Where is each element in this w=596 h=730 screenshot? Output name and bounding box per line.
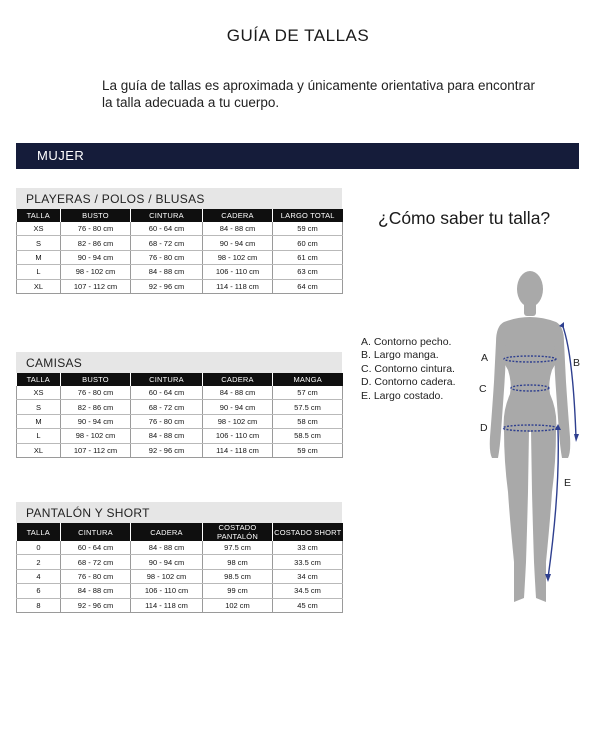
table-cell: 84 - 88 cm (203, 222, 273, 236)
table-cell: 90 - 94 cm (203, 400, 273, 414)
table-cell: 6 (17, 584, 61, 598)
table-cell: 114 - 118 cm (131, 598, 203, 612)
marker-c-label: C (479, 383, 487, 395)
table-cell: 4 (17, 569, 61, 583)
column-header: TALLA (17, 373, 61, 386)
table-heading: PANTALÓN Y SHORT (16, 502, 342, 523)
column-header: CINTURA (131, 373, 203, 386)
table-cell: 68 - 72 cm (61, 555, 131, 569)
column-header: CINTURA (61, 523, 131, 541)
table-heading: PLAYERAS / POLOS / BLUSAS (16, 188, 342, 209)
table-cell: 106 - 110 cm (131, 584, 203, 598)
table-cell: 76 - 80 cm (61, 569, 131, 583)
table-cell: 64 cm (273, 279, 343, 293)
table-cell: M (17, 414, 61, 428)
table-cell: 59 cm (273, 443, 343, 457)
table-cell: 61 cm (273, 250, 343, 264)
table-row (17, 569, 343, 583)
column-header: LARGO TOTAL (273, 209, 343, 222)
legend-item-a: A. Contorno pecho. (361, 336, 452, 348)
table-cell: 33 cm (273, 541, 343, 555)
marker-d-label: D (480, 422, 488, 434)
table-cell: 98.5 cm (203, 569, 273, 583)
table-cell: 34.5 cm (273, 584, 343, 598)
table-cell: L (17, 429, 61, 443)
table-cell: 90 - 94 cm (203, 236, 273, 250)
table-cell: 76 - 80 cm (131, 250, 203, 264)
table-cell: 90 - 94 cm (61, 414, 131, 428)
table-row (17, 265, 343, 279)
column-header: TALLA (17, 523, 61, 541)
table-cell: XL (17, 279, 61, 293)
column-header: MANGA (273, 373, 343, 386)
table-cell: 84 - 88 cm (131, 265, 203, 279)
table-cell: 82 - 86 cm (61, 236, 131, 250)
table-cell: M (17, 250, 61, 264)
legend-item-d: D. Contorno cadera. (361, 376, 456, 389)
table-cell: 107 - 112 cm (61, 443, 131, 457)
column-header: TALLA (17, 209, 61, 222)
table-section-camisas (16, 352, 342, 458)
size-table-playeras (16, 209, 343, 294)
table-cell: 68 - 72 cm (131, 400, 203, 414)
table-section-pantalon (16, 502, 342, 613)
table-cell: 76 - 80 cm (61, 222, 131, 236)
table-cell: 98 - 102 cm (203, 250, 273, 264)
section-banner-mujer (16, 143, 579, 169)
table-cell: 84 - 88 cm (131, 429, 203, 443)
table-row (17, 279, 343, 293)
table-cell: 58.5 cm (273, 429, 343, 443)
table-cell: XS (17, 386, 61, 400)
body-figure-illustration (470, 262, 590, 612)
table-cell: 84 - 88 cm (131, 541, 203, 555)
table-row (17, 236, 343, 250)
page-title: GUÍA DE TALLAS (226, 26, 370, 45)
table-cell: 58 cm (273, 414, 343, 428)
column-header: CADERA (203, 373, 273, 386)
table-cell: XL (17, 443, 61, 457)
table-cell: 33.5 cm (273, 555, 343, 569)
table-heading: CAMISAS (16, 352, 342, 373)
legend-item-c: C. Contorno cintura. (361, 362, 455, 375)
column-header: CADERA (131, 523, 203, 541)
table-row (17, 584, 343, 598)
table-cell: L (17, 265, 61, 279)
table-cell: 60 - 64 cm (61, 541, 131, 555)
table-cell: 45 cm (273, 598, 343, 612)
table-row (17, 598, 343, 612)
table-row (17, 222, 343, 236)
table-cell: 90 - 94 cm (131, 555, 203, 569)
table-row (17, 386, 343, 400)
table-cell: 57.5 cm (273, 400, 343, 414)
table-cell: 106 - 110 cm (203, 265, 273, 279)
table-cell: 60 cm (273, 236, 343, 250)
table-cell: 98 cm (203, 555, 273, 569)
table-cell: 98 - 102 cm (131, 569, 203, 583)
table-row (17, 541, 343, 555)
table-cell: 76 - 80 cm (61, 386, 131, 400)
intro-text: La guía de tallas es aproximada y únicamente orientativa para encontrar la talla adecuada a tu cuerpo. (102, 78, 536, 110)
table-cell: 106 - 110 cm (203, 429, 273, 443)
marker-b-label: B (573, 357, 581, 369)
column-header: BUSTO (61, 373, 131, 386)
table-row (17, 555, 343, 569)
table-cell: 57 cm (273, 386, 343, 400)
marker-a-label: A (481, 352, 489, 364)
table-cell: 107 - 112 cm (61, 279, 131, 293)
table-cell: 98 - 102 cm (61, 429, 131, 443)
column-header: CADERA (203, 209, 273, 222)
marker-e-label: E (564, 477, 572, 489)
legend-item-e: E. Largo costado. (361, 389, 444, 402)
table-cell: 114 - 118 cm (203, 279, 273, 293)
table-row (17, 429, 343, 443)
table-row (17, 414, 343, 428)
table-cell: 114 - 118 cm (203, 443, 273, 457)
size-table-pantalon (16, 523, 343, 613)
table-cell: 84 - 88 cm (61, 584, 131, 598)
table-cell: 68 - 72 cm (131, 236, 203, 250)
table-cell: 82 - 86 cm (61, 400, 131, 414)
table-cell: 90 - 94 cm (61, 250, 131, 264)
table-cell: 59 cm (273, 222, 343, 236)
table-cell: XS (17, 222, 61, 236)
table-cell: 63 cm (273, 265, 343, 279)
column-header: COSTADO SHORT (273, 523, 343, 541)
table-cell: 0 (17, 541, 61, 555)
table-cell: 97.5 cm (203, 541, 273, 555)
table-cell: 99 cm (203, 584, 273, 598)
table-cell: 2 (17, 555, 61, 569)
table-cell: 84 - 88 cm (203, 386, 273, 400)
legend-item-b: B. Largo manga. (361, 349, 439, 362)
table-cell: 98 - 102 cm (203, 414, 273, 428)
table-cell: 60 - 64 cm (131, 386, 203, 400)
table-cell: 76 - 80 cm (131, 414, 203, 428)
table-row (17, 250, 343, 264)
table-section-playeras (16, 188, 342, 294)
how-to-measure-title: ¿Cómo saber tu talla? (378, 208, 551, 228)
table-cell: S (17, 236, 61, 250)
table-cell: S (17, 400, 61, 414)
measurement-legend (361, 336, 456, 403)
table-cell: 8 (17, 598, 61, 612)
table-cell: 98 - 102 cm (61, 265, 131, 279)
table-cell: 60 - 64 cm (131, 222, 203, 236)
column-header: COSTADO PANTALÓN (203, 523, 273, 541)
table-cell: 102 cm (203, 598, 273, 612)
table-row (17, 443, 343, 457)
table-cell: 34 cm (273, 569, 343, 583)
size-table-camisas (16, 373, 343, 458)
table-cell: 92 - 96 cm (61, 598, 131, 612)
table-row (17, 400, 343, 414)
table-cell: 92 - 96 cm (131, 443, 203, 457)
column-header: CINTURA (131, 209, 203, 222)
column-header: BUSTO (61, 209, 131, 222)
banner-label: MUJER (37, 148, 85, 163)
table-cell: 92 - 96 cm (131, 279, 203, 293)
